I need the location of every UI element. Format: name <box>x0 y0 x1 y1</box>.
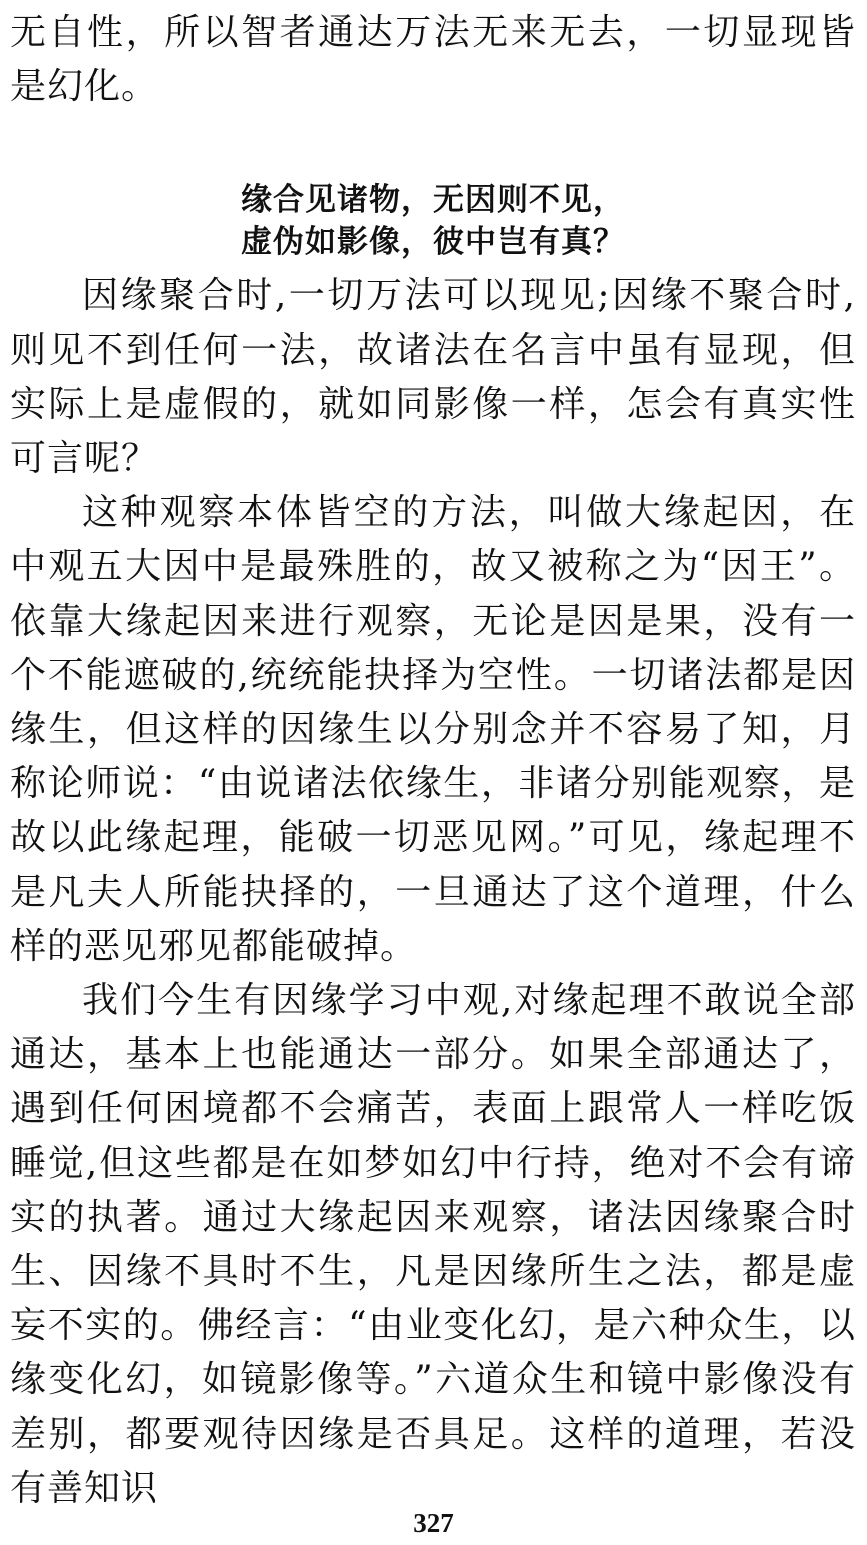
paragraph-continued: 无自性，所以智者通达万法无来无去，一切显现皆是幻化。 <box>10 12 856 108</box>
verse-block <box>10 179 856 263</box>
page-body <box>10 0 856 1516</box>
verse-line-2: 虚伪如影像，彼中岂有真？ <box>241 224 625 261</box>
paragraph-commentary-2: 这种观察本体皆空的方法，叫做大缘起因，在中观五大因中是最殊胜的，故又被称之为“因王”。依靠大缘起因来进行观察，无论是因是果，没有一个不能遮破的,统统能抉择为空性。一切诸法都是因缘生，但这样的因缘生以分别念并不容易了知，月称论师说：“由说诸法依缘生，非诸分别能观察，是故以此缘起理，能破一切恶见网。”可见，缘起理不是凡夫人所能抉择的，一旦通达了这个道理，什么样的恶见邪见都能破掉。 <box>10 492 856 967</box>
paragraph-commentary-3: 我们今生有因缘学习中观,对缘起理不敢说全部通达，基本上也能通达一部分。如果全部通达了，遇到任何困境都不会痛苦，表面上跟常人一样吃饭睡觉,但这些都是在如梦如幻中行持，绝对不会有谛实的执著。通过大缘起因来观察，诸法因缘聚合时生、因缘不具时不生，凡是因缘所生之法，都是虚妄不实的。佛经言：“由业变化幻，是六种众生，以缘变化幻，如镜影像等。”六道众生和镜中影像没有差别，都要观待因缘是否具足。这样的道理，若没有善知识 <box>10 980 856 1509</box>
verse-line-1: 缘合见诸物，无因则不见， <box>241 182 625 219</box>
paragraph-commentary-1: 因缘聚合时,一切万法可以现见;因缘不聚合时,则见不到任何一法，故诸法在名言中虽有显现，但实际上是虚假的，就如同影像一样，怎会有真实性可言呢？ <box>10 275 856 480</box>
page-number: 327 <box>413 1508 454 1538</box>
